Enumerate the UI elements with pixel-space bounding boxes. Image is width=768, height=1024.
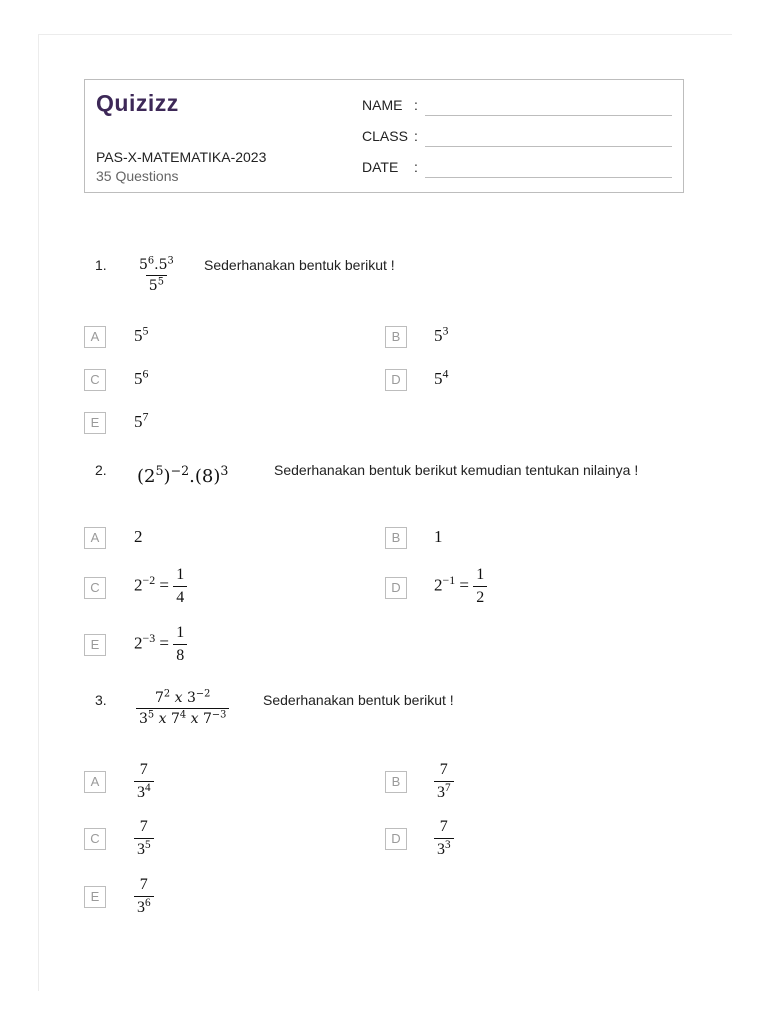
q3-option-e[interactable]: $\frac{7}{3^6}$ [134,876,154,917]
class-label: CLASS [362,128,408,144]
q2-option-e[interactable]: $2^{-3}$ = $\frac{1}{8}$ [134,624,187,665]
q2-option-a[interactable]: 2 [134,527,143,546]
q2-option-a-box[interactable]: A [84,527,106,549]
q1-option-a[interactable]: $5^5$ [134,323,149,345]
q2-option-e-box[interactable]: E [84,634,106,656]
name-label: NAME [362,97,403,113]
q3-option-a-box[interactable]: A [84,771,106,793]
q3-option-d[interactable]: $\frac{7}{3^3}$ [434,818,454,859]
name-field [362,97,418,113]
question-2-text: Sederhanakan bentuk berikut kemudian tentukan nilainya ! [274,462,639,478]
class-line [425,146,672,147]
q2-option-d[interactable]: $2^{-1}$ = $\frac{1}{2}$ [434,566,487,607]
quiz-title: PAS-X-MATEMATIKA-2023 [96,149,267,165]
date-field [362,159,418,175]
question-2-number: 2. [95,462,107,478]
q1-option-c[interactable]: $5^6$ [134,366,149,388]
date-colon: : [414,159,418,175]
question-1-text: Sederhanakan bentuk berikut ! [204,257,395,273]
q3-option-b[interactable]: $\frac{7}{3^7}$ [434,761,454,802]
question-2-expression: $(2^5)^{-2}.(8)^3$ [137,463,229,487]
q3-option-c[interactable]: $\frac{7}{3^5}$ [134,818,154,859]
q3-option-c-box[interactable]: C [84,828,106,850]
class-colon: : [414,128,418,144]
q1-option-b[interactable]: $5^3$ [434,323,449,345]
q2-option-d-box[interactable]: D [385,577,407,599]
question-3-text: Sederhanakan bentuk berikut ! [263,692,454,708]
q2-option-c-box[interactable]: C [84,577,106,599]
q1-option-c-box[interactable]: C [84,369,106,391]
question-1-number: 1. [95,257,107,273]
quizizz-logo: Quizizz [96,90,179,116]
q2-option-b-box[interactable]: B [385,527,407,549]
question-3-number: 3. [95,692,107,708]
q3-option-d-box[interactable]: D [385,828,407,850]
worksheet-header [84,79,684,193]
date-line [425,177,672,178]
q3-option-b-box[interactable]: B [385,771,407,793]
q1-option-d-box[interactable]: D [385,369,407,391]
q1-option-e-box[interactable]: E [84,412,106,434]
class-field [362,128,418,144]
q1-option-a-box[interactable]: A [84,326,106,348]
q2-option-b[interactable]: 1 [434,527,443,546]
q1-option-d[interactable]: $5^4$ [434,366,449,388]
name-colon: : [414,97,418,113]
question-count: 35 Questions [96,168,179,184]
q1-option-b-box[interactable]: B [385,326,407,348]
question-1-expression: $\frac{5^6.5^3}{5^5}$ [139,255,174,294]
name-line [425,115,672,116]
q2-option-c[interactable]: $2^{-2}$ = $\frac{1}{4}$ [134,566,187,607]
date-label: DATE [362,159,399,175]
q3-option-e-box[interactable]: E [84,886,106,908]
q1-option-e[interactable]: $5^7$ [134,409,149,431]
question-3-expression: $\frac{7^2 x 3^{-2}}{3^5 x 7^4 x 7^{-3}}$ [136,690,229,727]
q3-option-a[interactable]: $\frac{7}{3^4}$ [134,761,154,802]
